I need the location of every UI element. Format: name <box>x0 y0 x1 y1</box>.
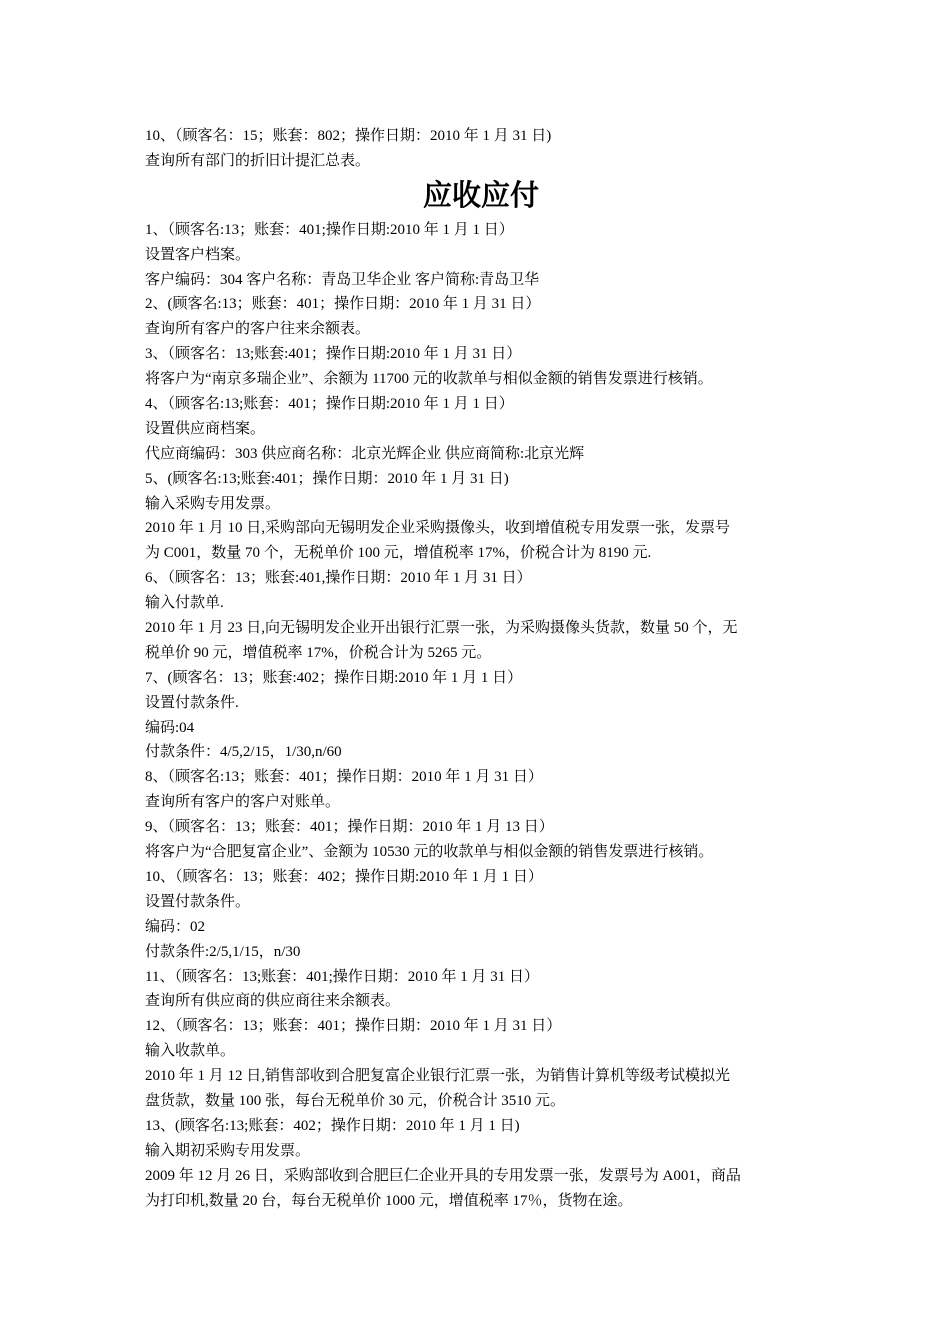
text-line: 盘货款，数量 100 张，每台无税单价 30 元，价税合计 3510 元。 <box>145 1092 566 1109</box>
text-line: 税单价 90 元，增值税率 17%，价税合计为 5265 元。 <box>145 644 492 661</box>
text-line: 10、（顾客名：13；账套：402；操作日期:2010 年 1 月 1 日） <box>145 868 543 885</box>
section-title: 应收应付 <box>422 179 539 212</box>
text-line: 将客户为“合肥复富企业”、金额为 10530 元的收款单与相似金额的销售发票进行核销。 <box>145 844 714 861</box>
text-line: 为 C001，数量 70 个，无税单价 100 元，增值税率 17%，价税合计为 8190 元. <box>145 545 652 562</box>
text-line: 2010 年 1 月 10 日,采购部向无锡明发企业采购摄像头，收到增值税专用发票一张，发票号 <box>145 520 731 537</box>
text-line: 查询所有客户的客户对账单。 <box>145 794 341 811</box>
text-line: 查询所有供应商的供应商往来余额表。 <box>145 993 401 1010</box>
text-line: 11、（顾客名：13;账套：401;操作日期：2010 年 1 月 31 日） <box>145 968 540 985</box>
text-line: 7、(顾客名：13；账套:402；操作日期:2010 年 1 月 1 日） <box>145 669 523 686</box>
text-line: 4、（顾客名:13;账套：401；操作日期:2010 年 1 月 1 日） <box>145 396 514 413</box>
text-line: 2010 年 1 月 12 日,销售部收到合肥复富企业银行汇票一张，为销售计算机等级考试模拟光 <box>145 1068 731 1085</box>
text-line: 客户编码：304 客户名称：青岛卫华企业 客户简称:青岛卫华 <box>145 271 540 288</box>
text-line: 付款条件：4/5,2/15，1/30,n/60 <box>145 744 342 761</box>
text-line: 12、（顾客名：13；账套：401；操作日期：2010 年 1 月 31 日） <box>145 1018 562 1035</box>
section-body <box>145 218 813 1214</box>
text-line: 1、（顾客名:13；账套：401;操作日期:2010 年 1 月 1 日） <box>145 221 514 238</box>
text-line: 8、（顾客名:13；账套：401；操作日期：2010 年 1 月 31 日） <box>145 769 543 786</box>
text-line: 5、(顾客名:13;账套:401；操作日期：2010 年 1 月 31 日) <box>145 470 509 487</box>
text-line: 为打印机,数量 20 台，每台无税单价 1000 元，增值税率 17％，货物在途。 <box>145 1192 633 1209</box>
text-line: 2009 年 12 月 26 日，采购部收到合肥巨仁企业开具的专用发票一张，发票号为 A001，商品 <box>145 1167 741 1184</box>
text-line: 设置客户档案。 <box>145 246 251 263</box>
text-line: 查询所有客户的客户往来余额表。 <box>145 321 371 338</box>
text-line: 输入付款单. <box>145 595 224 612</box>
text-line: 付款条件:2/5,1/15，n/30 <box>145 943 301 960</box>
text-line: 6、（顾客名：13；账套:401,操作日期：2010 年 1 月 31 日） <box>145 570 532 587</box>
text-line: 编码:04 <box>145 719 195 736</box>
text-line: 将客户为“南京多瑞企业”、余额为 11700 元的收款单与相似金额的销售发票进行核销。 <box>145 371 713 388</box>
text-line: 9、（顾客名：13；账套：401；操作日期：2010 年 1 月 13 日） <box>145 819 554 836</box>
text-line: 设置付款条件. <box>145 694 239 711</box>
text-line: 13、(顾客名:13;账套：402；操作日期：2010 年 1 月 1 日) <box>145 1117 520 1134</box>
text-line: 输入收款单。 <box>145 1043 236 1060</box>
text-line: 设置供应商档案。 <box>145 420 266 437</box>
text-line: 代应商编码：303 供应商名称：北京光辉企业 供应商简称:北京光辉 <box>145 445 585 462</box>
text-line: 3、（顾客名：13;账套:401；操作日期:2010 年 1 月 31 日） <box>145 346 522 363</box>
text-line: 2、(顾客名:13；账套：401；操作日期：2010 年 1 月 31 日） <box>145 296 541 313</box>
pre-line-1: 10、（顾客名：15；账套：802；操作日期：2010 年 1 月 31 日) <box>145 128 552 144</box>
text-line: 输入期初采购专用发票。 <box>145 1142 311 1159</box>
text-line: 输入采购专用发票。 <box>145 495 281 512</box>
text-line: 编码：02 <box>145 918 206 935</box>
pre-line-2: 查询所有部门的折旧计提汇总表。 <box>145 152 371 169</box>
text-line: 2010 年 1 月 23 日,向无锡明发企业开出银行汇票一张，为采购摄像头货款，数量 50 个，无 <box>145 620 738 637</box>
document-page <box>145 124 813 1213</box>
text-line: 设置付款条件。 <box>145 893 251 910</box>
